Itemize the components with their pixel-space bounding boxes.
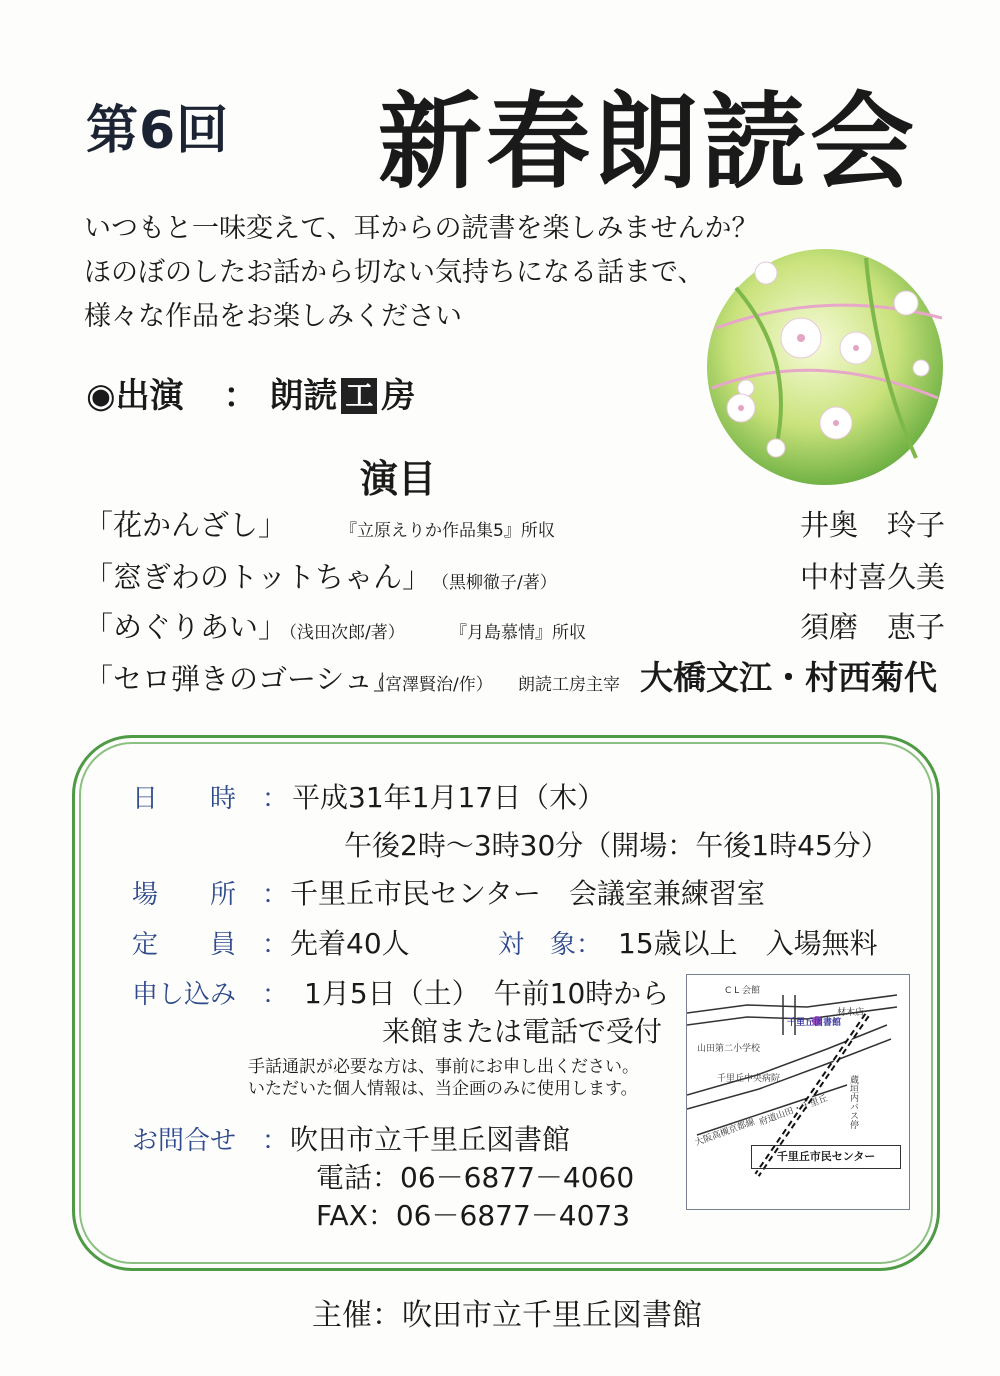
capacity-value: 先着40人 bbox=[290, 927, 410, 960]
location-map bbox=[686, 974, 910, 1210]
troupe-name-part-2: 房 bbox=[381, 376, 416, 416]
date-label: 日 時 ： bbox=[132, 784, 289, 814]
privacy-note: いただいた個人情報は、当企画のみに使用します。 bbox=[248, 1079, 638, 1099]
apply-date: 1月5日（土） 午前10時から bbox=[304, 977, 670, 1010]
map-label-road-1: 大阪高槻京都線 bbox=[693, 1117, 757, 1149]
capacity-label: 定 員 ： bbox=[132, 930, 289, 960]
time-value: 午後2時～3時30分（開場：午後1時45分） bbox=[344, 829, 889, 862]
performer-separator: ： bbox=[223, 376, 258, 416]
performer-row bbox=[86, 368, 415, 417]
intro-line-1: いつもと一味変えて、耳からの読書を楽しみませんか？ bbox=[84, 213, 759, 244]
program-item-reader: 井奥 玲子 bbox=[800, 508, 946, 542]
map-label-school: 山田第二小学校 bbox=[697, 1044, 761, 1054]
map-label-cl: C L 会館 bbox=[725, 986, 761, 996]
contact-fax: FAX：06－6877－4073 bbox=[316, 1199, 631, 1232]
apply-label: 申し込み ： bbox=[132, 980, 289, 1010]
program-item-note: （宮澤賢治/作） bbox=[368, 675, 493, 695]
program-heading: 演目 bbox=[360, 457, 437, 501]
intro-line-2: ほのぼのしたお話から切ない気持ちになる話まで、 bbox=[84, 257, 705, 288]
program-item-title: 「めぐりあい」 bbox=[84, 610, 288, 644]
program-item-title: 「窓ぎわのトットちゃん」 bbox=[84, 560, 432, 594]
date-value: 平成31年1月17日（木） bbox=[292, 781, 606, 814]
program-item-note: （黒柳徹子/著） bbox=[432, 573, 557, 593]
apply-method: 来館または電話で受付 bbox=[382, 1015, 663, 1048]
map-roads bbox=[687, 975, 909, 1209]
program-item-reader: 大橋文江・村西菊代 bbox=[640, 658, 937, 697]
program-item-title: 「セロ弾きのゴーシュ」 bbox=[84, 662, 402, 696]
decorative-flower-circle bbox=[706, 248, 944, 486]
map-label-road-2: 府道山田・千里丘 bbox=[757, 1093, 830, 1128]
program-item-title: 「花かんざし」 bbox=[84, 508, 288, 542]
organizer: 主催：吹田市立千里丘図書館 bbox=[312, 1298, 702, 1333]
place-value: 千里丘市民センター 会議室兼練習室 bbox=[290, 877, 765, 910]
program-item-reader: 須磨 恵子 bbox=[800, 610, 946, 644]
contact-tel: 電話：06－6877－4060 bbox=[316, 1161, 635, 1194]
target-value: 15歳以上 入場無料 bbox=[618, 927, 878, 960]
place-label: 場 所 ： bbox=[132, 880, 289, 910]
sign-language-note: 手話通訳が必要な方は、事前にお申し出ください。 bbox=[248, 1057, 639, 1077]
edition-label: 第6回 bbox=[86, 101, 230, 161]
target-label: 対 象： bbox=[498, 930, 603, 960]
map-label-hospital: 千里丘中央病院 bbox=[717, 1074, 781, 1084]
program-item-note: （浅田次郎/著） bbox=[280, 623, 405, 643]
troupe-name-box: 工 bbox=[341, 378, 377, 414]
intro-line-3: 様々な作品をお楽しみください bbox=[84, 301, 462, 332]
program-item-note: 『立原えりか作品集5』所収 bbox=[340, 521, 555, 541]
troupe-name-part-1: 朗読 bbox=[269, 376, 338, 416]
map-label-shop: 材木店 bbox=[837, 1008, 865, 1018]
performer-label: ◉出演 bbox=[86, 376, 184, 416]
map-caption: 千里丘市民センター bbox=[751, 1145, 901, 1169]
program-item-reader: 中村喜久美 bbox=[800, 560, 946, 594]
program-item-role: 朗読工房主宰 bbox=[518, 675, 620, 695]
map-label-library: 千里丘図書館 bbox=[787, 1018, 842, 1028]
program-item-source: 『月島慕情』所収 bbox=[450, 623, 586, 643]
contact-org: 吹田市立千里丘図書館 bbox=[290, 1123, 571, 1156]
contact-label: お問合せ ： bbox=[132, 1126, 289, 1156]
event-title: 新春朗読会 bbox=[378, 81, 919, 203]
map-label-bus-stop: 蔵垣内バス停 bbox=[848, 1075, 858, 1129]
